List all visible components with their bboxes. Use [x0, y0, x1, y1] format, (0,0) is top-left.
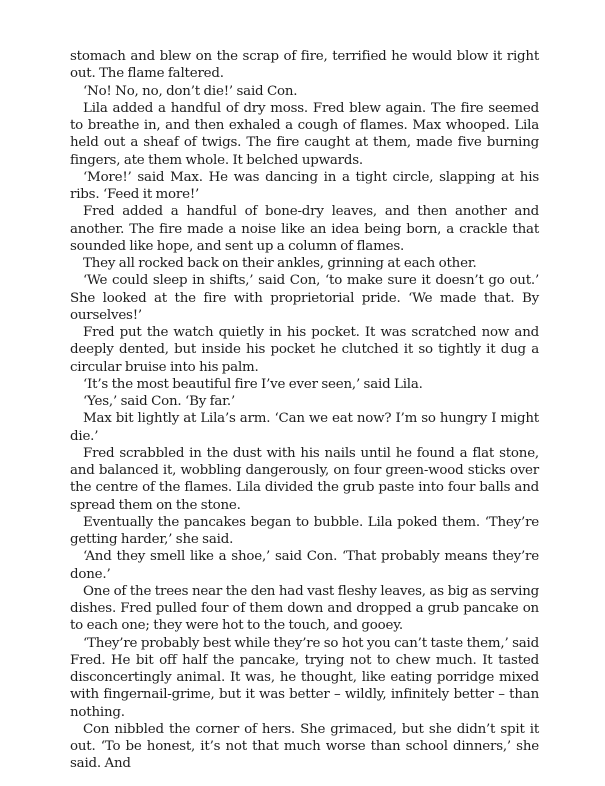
- paragraph: Con nibbled the corner of hers. She grimaced, but she didn’t spit it out. ‘To be honest, it’s not that much worse than school dinners,’ she said. And: [70, 721, 539, 772]
- paragraph: ‘It’s the most beautiful fire I’ve ever seen,’ said Lila.: [83, 376, 423, 392]
- paragraph: Max bit lightly at Lila’s arm. ‘Can we eat now? I’m so hungry I might die.’: [70, 411, 539, 444]
- paragraph: ‘No! No, no, don’t die!’ said Con.: [83, 83, 298, 99]
- paragraph: ‘And they smell like a shoe,’ said Con. ‘That probably means they’re done.’: [70, 549, 539, 582]
- paragraph: Fred added a handful of bone-dry leaves, and then another and another. The fire made a noise like an idea being born, a crackle that sounded like hope, and sent up a column of flames.: [70, 204, 539, 254]
- paragraph: Fred scrabbled in the dust with his nails until he found a flat stone, and balanced it, wobbling dangerously, on four green-wood sticks over the centre of the flames. Lila divided the grub paste into four balls and spread them on the stone.: [70, 445, 539, 513]
- paragraph: ‘They’re probably best while they’re so hot you can’t taste them,’ said Fred. He bit off half the pancake, trying not to chew much. It tasted disconcertingly animal. It was, he thought, like eating porridge mixed with fingernail-grime, but it was better – wildly, infinitely better – than nothing.: [70, 635, 539, 720]
- paragraph: ‘More!’ said Max. He was dancing in a tight circle, slapping at his ribs. ‘Feed it more!’: [70, 169, 539, 202]
- paragraph: ‘Yes,’ said Con. ‘By far.’: [83, 394, 236, 409]
- paragraph: Eventually the pancakes began to bubble. Lila poked them. ‘They’re getting harder,’ she said.: [70, 514, 539, 547]
- paragraph: Fred put the watch quietly in his pocket. It was scratched now and deeply dented, but inside his pocket he clutched it so tightly it dug a circular bruise into his palm.: [70, 325, 539, 375]
- paragraph: They all rocked back on their ankles, grinning at each other.: [83, 256, 477, 271]
- paragraph: Lila added a handful of dry moss. Fred blew again. The fire seemed to breathe in, and then exhaled a cough of flames. Max whooped. Lila held out a sheaf of twigs. The fire caught at them, made five burning fingers, ate them whole. It belched upwards.: [70, 100, 539, 168]
- paragraph-continuation: stomach and blew on the scrap of fire, terrified he would blow it right out. The flame faltered.: [70, 49, 539, 82]
- paragraph: One of the trees near the den had vast fleshy leaves, as big as serving dishes. Fred pulled four of them down and dropped a grub pancake on to each one; they were hot to the touch, and gooey.: [70, 583, 539, 634]
- book-page-text: [70, 48, 539, 773]
- paragraph: ‘We could sleep in shifts,’ said Con, ‘to make sure it doesn’t go out.’ She looked at the fire with proprietorial pride. ‘We made that. By ourselves!’: [70, 273, 539, 323]
